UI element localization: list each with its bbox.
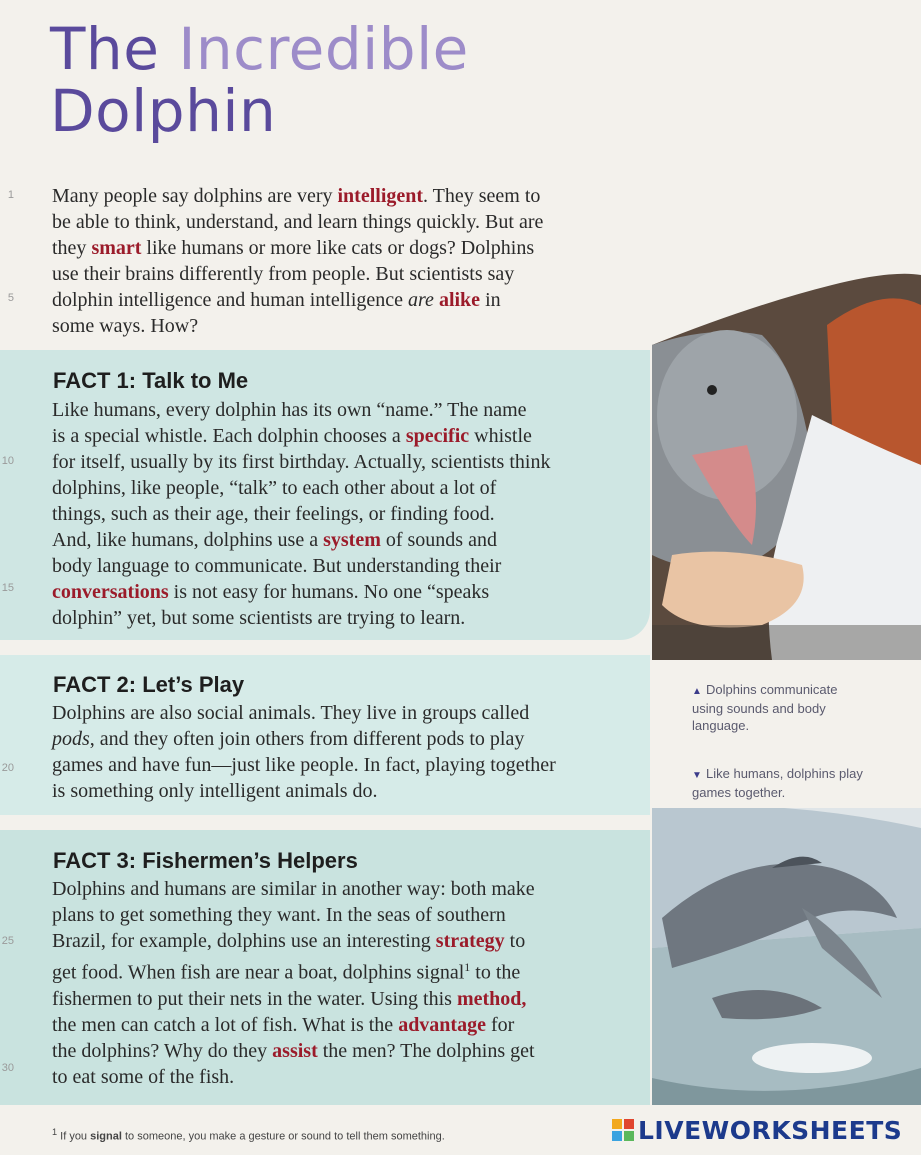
page-title: The Incredible Dolphin [50,15,469,145]
fact-2-paragraph [52,700,647,804]
vocabulary-word: intelligent [337,185,424,207]
emphasis-word: pods [52,728,90,750]
footnote: $^1$ If you signal to someone, you make a gesture or sound to tell them something. [52,1127,445,1143]
text-line: Like humans, every dolphin has its own “name.” The name [52,399,527,421]
line-number: 20 [1,762,14,774]
text-line: is a special whistle. Each dolphin chooses a specific whistle [52,425,532,447]
text-line: to eat some of the fish. [52,1065,235,1088]
vocabulary-word: method, [456,987,527,1010]
line-number: 15 [1,582,14,594]
text-line: dolphin” yet, but some scientists are trying to learn. [52,607,466,629]
text-line: plans to get something they want. In the seas of southern [52,904,506,926]
line-number: 25 [1,935,14,947]
caption-bottom: ▼ Like humans, dolphins play games together. [692,766,863,800]
fact-3-heading: FACT 3: Fishermen’s Helpers [53,848,358,873]
text-line: they smart like humans or more like cats or dogs? Dolphins [52,237,535,259]
vocabulary-word: strategy [435,930,505,952]
emphasis-word: are [408,289,434,311]
text-line: Brazil, for example, dolphins use an interesting strategy to [52,930,526,952]
line-number: 30 [1,1062,14,1074]
text-line: body language to communicate. But understanding their [52,555,502,577]
text-line: Dolphins and humans are similar in another way: both make [52,878,535,900]
vocabulary-word: alike [438,289,481,311]
triangle-down-icon: ▼ [692,770,702,781]
text-line: for itself, usually by its first birthday. Actually, scientists think [52,451,551,473]
line-number: 5 [7,292,14,304]
text-line: be able to think, understand, and learn things quickly. But are [52,211,544,233]
jumping-dolphins-illustration [652,808,921,1105]
vocabulary-word: smart [91,237,142,259]
text-line: Dolphins are also social animals. They live in groups called [52,702,530,724]
dolphin-boy-photo [652,265,921,660]
caption-top: ▲ Dolphins communicate using sounds and body language. [692,682,838,733]
vocabulary-word: specific [405,425,470,447]
text-line: dolphins, like people, “talk” to each other about a lot of [52,477,497,499]
text-line: pods, and they often join others from different pods to play [52,728,525,750]
text-line: conversations is not easy for humans. No one “speaks [52,581,490,603]
text-line: things, such as their age, their feelings, or finding food. [52,503,495,525]
text-line: the dolphins? Why do they assist the men? The dolphins get [52,1039,535,1062]
text-line: fishermen to put their nets in the water. Using this method, [52,987,527,1010]
liveworksheets-logo: LIVEWORKSHEETS [612,1116,902,1145]
triangle-up-icon: ▲ [692,686,702,697]
line-number: 1 [7,189,14,201]
fact-3-paragraph [52,876,647,1090]
intro-paragraph [52,183,652,339]
text-line: games and have fun—just like people. In fact, playing together [52,754,556,776]
text-line: Many people say dolphins are very intelligent. They seem to [52,185,541,207]
footnote-marker: 1 [464,960,471,974]
text-line: the men can catch a lot of fish. What is the advantage for [52,1013,515,1036]
text-line: dolphin intelligence and human intelligence are alike in [52,289,501,311]
vocabulary-word: advantage [398,1013,486,1036]
vocabulary-word: assist [272,1039,318,1062]
vocabulary-word: conversations [52,581,169,603]
text-line: get food. When fish are near a boat, dolphins signal$^1$ to the [52,960,521,984]
fact-2-heading: FACT 2: Let’s Play [53,672,245,697]
text-line: is something only intelligent animals do. [52,780,378,802]
logo-icon [612,1119,634,1141]
text-line: use their brains differently from people. But scientists say [52,263,515,285]
line-number: 10 [1,455,14,467]
fact-1-paragraph [52,397,647,631]
vocabulary-word: system [323,529,381,551]
text-line: And, like humans, dolphins use a system of sounds and [52,529,497,551]
text-line: some ways. How? [52,315,199,337]
fact-1-heading: FACT 1: Talk to Me [53,368,249,393]
